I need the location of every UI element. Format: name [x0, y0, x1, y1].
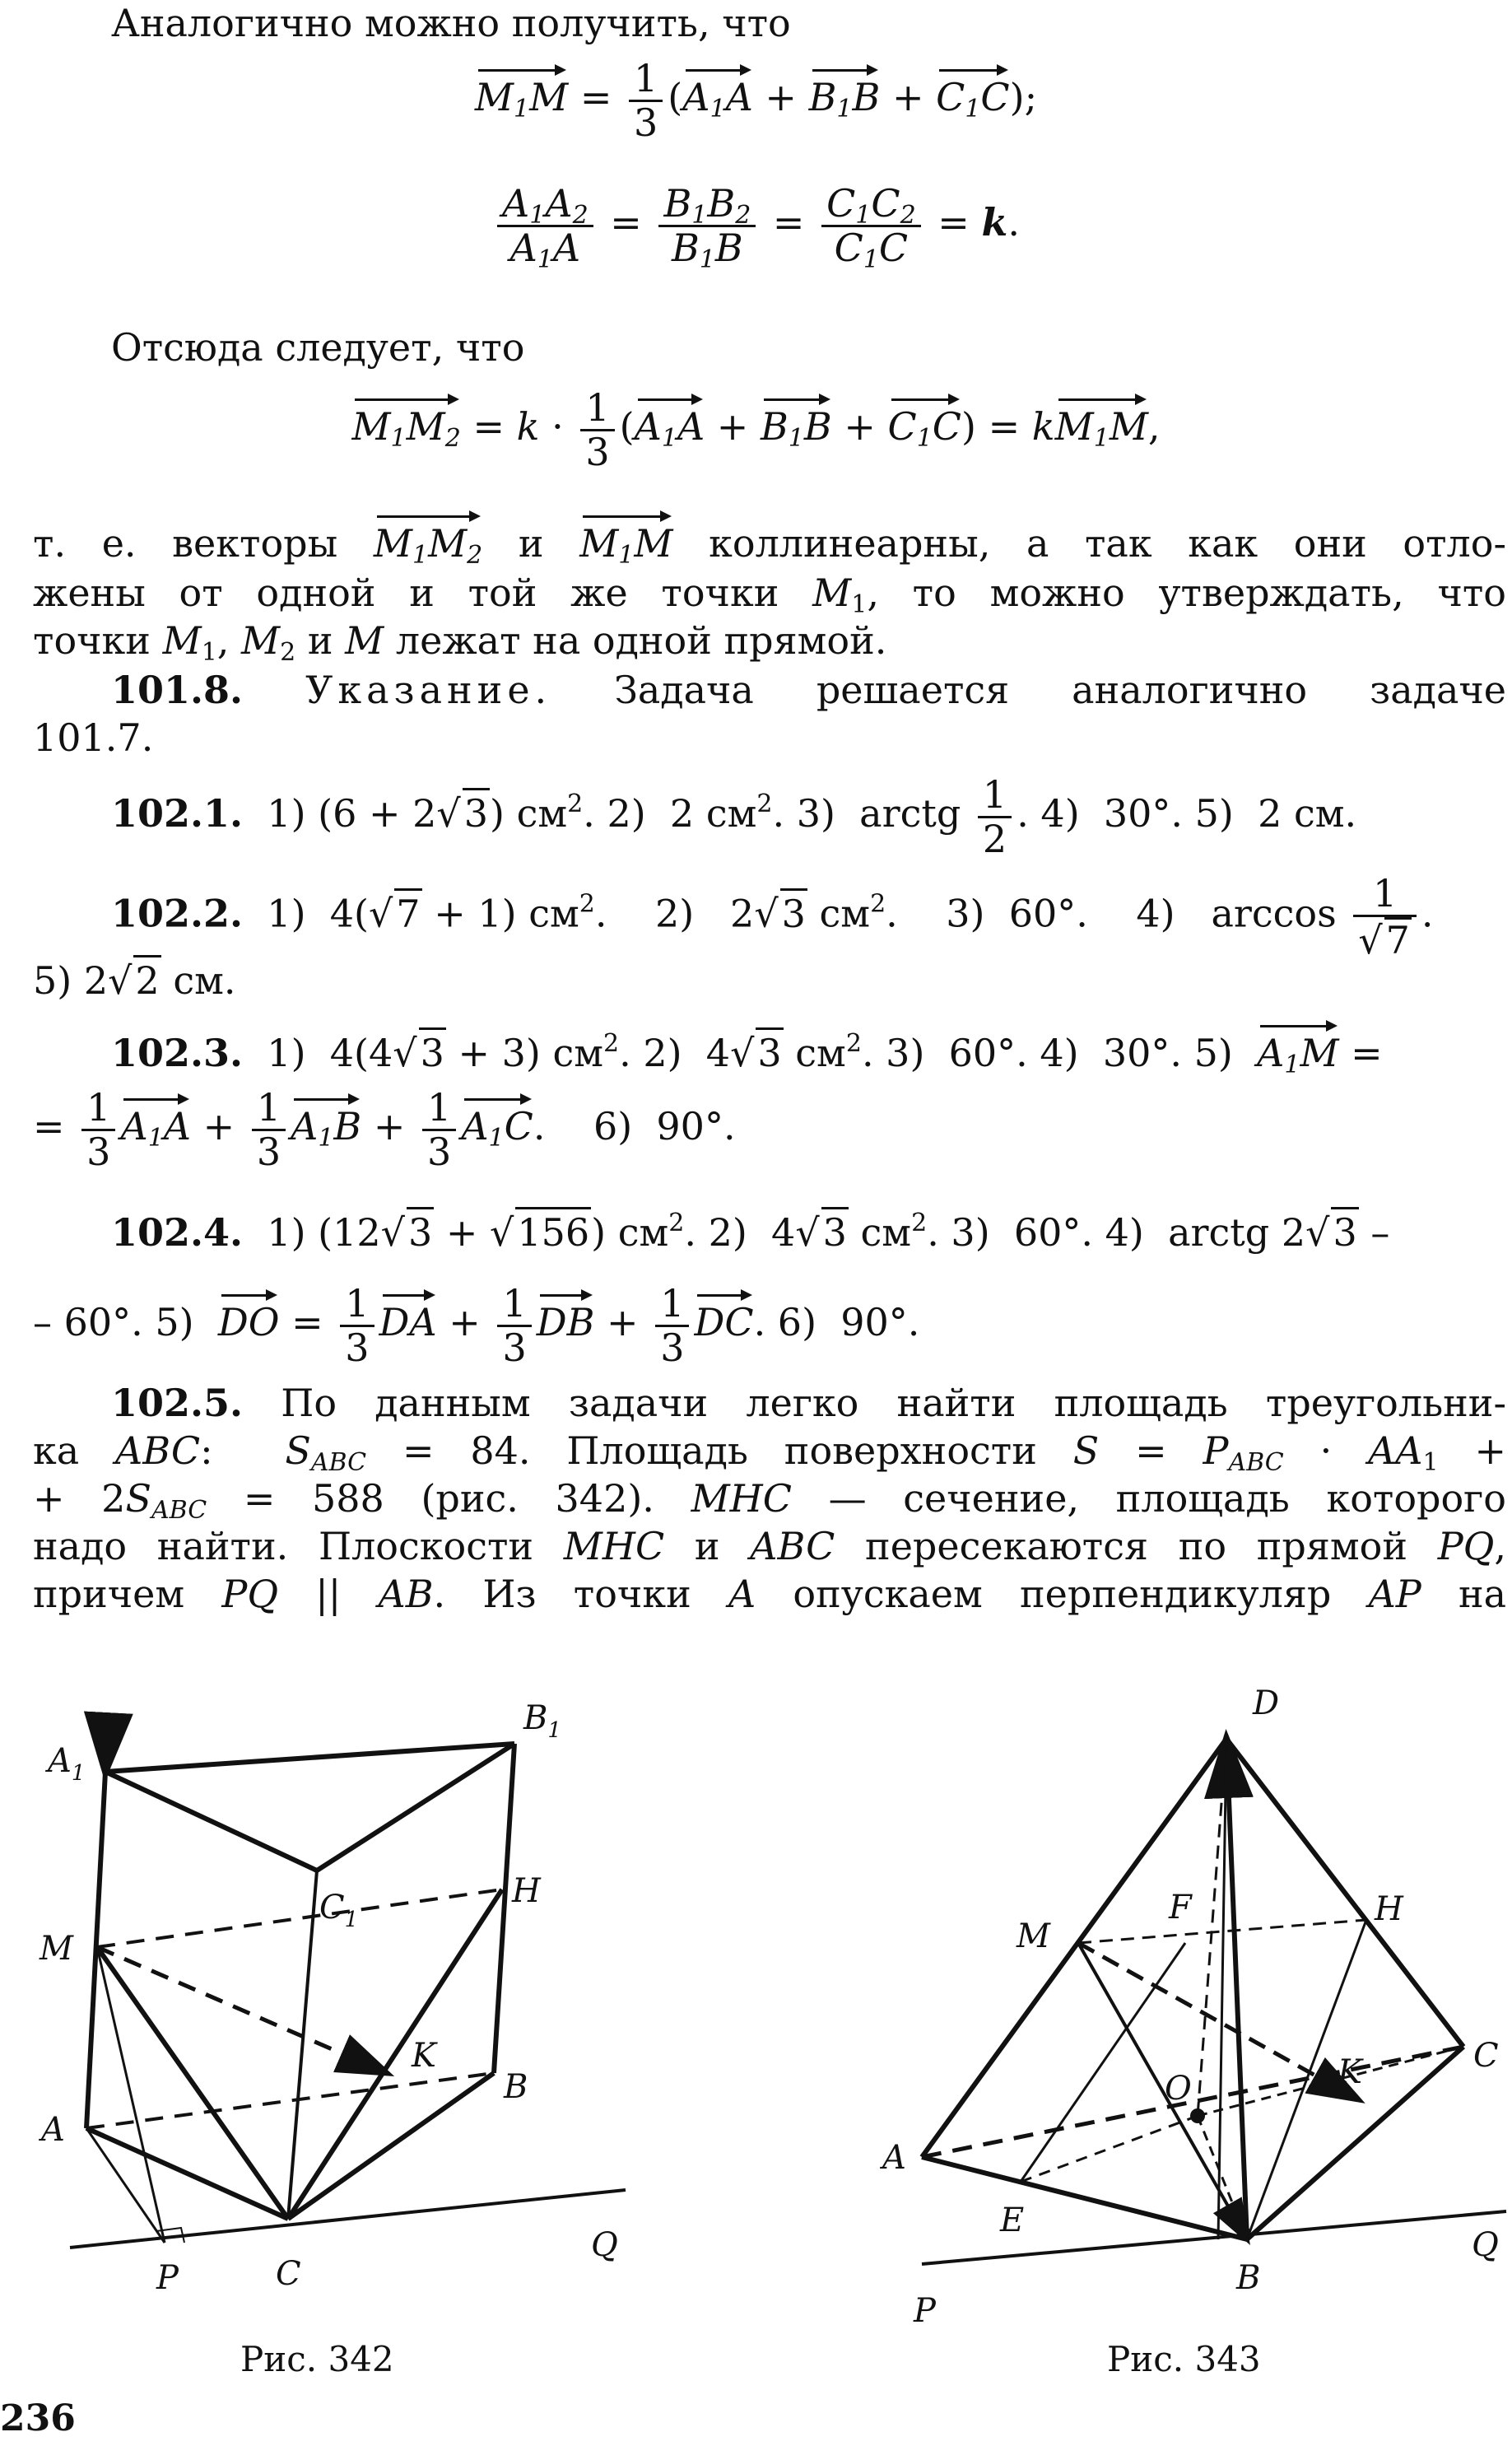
text: (рис. 342).: [421, 1476, 654, 1521]
svg-text:C1: $C_1$: [319, 1889, 359, 1932]
text-line: + $2S_{ABC} = 588$ (рис. 342). MHC — сечение, площадь которого: [33, 1476, 1506, 1525]
svg-text:B: B: [504, 2068, 528, 2106]
text-line: 102.1. 1) (6 + 2√3) $см^2$. 2) 2 $см^2$. 3) arctg $\frac{1}{2}$ . 4) 30°. 5) 2 см.: [111, 772, 1357, 861]
text: ка: [33, 1428, 80, 1473]
svg-text:B1: $B_1$: [523, 1699, 561, 1743]
svg-text:A: A: [41, 2111, 65, 2149]
figure-342: [0, 1680, 741, 2322]
svg-text:K: K: [412, 2037, 436, 2075]
text-line: 102.2. 1) 4(√7 + 1) $см^2$. 2) 2√3 $см^2$. 3) 60°. 4) arccos $\frac{1}{√7}$ .: [111, 871, 1434, 962]
text: коллинеарны, а так как они отло-: [709, 521, 1507, 566]
text-line: [33, 715, 153, 762]
text: Площадь поверхности: [566, 1428, 1037, 1473]
svg-text:Q: Q: [1472, 2226, 1499, 2264]
figure-343-caption: Рис. 343: [1107, 2339, 1261, 2379]
svg-text:F: F: [1169, 1889, 1192, 1927]
text-line: точки $M_1$, $M_2$ и M лежат на одной прямой.: [33, 618, 887, 667]
text: жены от одной и той же точки: [33, 571, 779, 615]
page-number: 236: [0, 2397, 76, 2439]
text: опускаем перпендикуляр: [793, 1572, 1332, 1616]
text: По данным задачи легко найти площадь треугольни-: [281, 1381, 1506, 1425]
text-line: надо найти. Плоскости MHC и ABC пересекаются по прямой PQ,: [33, 1524, 1507, 1568]
figure-342-labels: [38, 1699, 618, 2297]
text: — сечение, площадь которого: [828, 1476, 1506, 1521]
svg-text:D: D: [1253, 1684, 1280, 1722]
text: Аналогично можно получить, что: [111, 1, 791, 45]
svg-text:A: A: [882, 2139, 906, 2177]
text: 101.7.: [33, 715, 154, 760]
figure-342-caption: Рис. 342: [240, 2339, 394, 2379]
svg-text:E: E: [1000, 2201, 1025, 2239]
text: лежат на одной прямой.: [395, 618, 887, 663]
text-line: 102.4. 1) (12√3 + √156) $см^2$. 2) 4√3 $см^2$. 3) 60°. 4) arctg 2√3 –: [111, 1207, 1389, 1257]
text: и: [694, 1524, 720, 1568]
text-line: [111, 0, 791, 48]
text: т. е. векторы: [33, 521, 338, 566]
formula-m1m: $M_1M$ = $\frac{1}{3}$ $(A_1A + B_1B + C_1C)$;: [474, 56, 1038, 145]
text: причем: [33, 1572, 185, 1616]
svg-text:K: K: [1338, 2053, 1362, 2091]
svg-text:O: O: [1165, 2070, 1192, 2108]
svg-text:Q: Q: [591, 2226, 618, 2264]
text-line: [111, 667, 1506, 715]
text-line: – 60°. 5) DO = $\frac{1}{3}$ DA + $\frac{1}{3}$ DB + $\frac{1}{3}$ DC. 6) 90°.: [33, 1281, 920, 1370]
figure-343: [872, 1663, 1512, 2322]
text: Задача решается аналогично задаче: [614, 668, 1507, 712]
problem-number: 101.8.: [111, 668, 244, 712]
problem-number: 102.5.: [111, 1381, 244, 1425]
svg-text:C: C: [276, 2255, 301, 2293]
text-line: 102.3. 1) 4(4√3 + 3) $см^2$. 2) 4√3 $см^2$. 3) 60°. 4) 30°. 5) $A_1M$ =: [111, 1029, 1383, 1079]
text: пересекаются по прямой: [865, 1524, 1408, 1568]
text: Указание.: [305, 668, 552, 712]
svg-text:A1: $A_1$: [48, 1742, 86, 1786]
text: на: [1458, 1572, 1507, 1616]
svg-text:M: M: [40, 1930, 73, 1968]
svg-text:H: H: [1375, 1890, 1403, 1928]
text-line: [111, 1380, 1506, 1428]
text: Из точки: [482, 1572, 691, 1616]
svg-text:P: P: [156, 2259, 179, 2297]
svg-text:C: C: [1473, 2037, 1499, 2075]
text: Отсюда следует, что: [111, 325, 525, 370]
svg-text:M: M: [1017, 1917, 1050, 1955]
svg-text:H: H: [512, 1872, 541, 1910]
text: и: [518, 521, 544, 566]
text-line: = $\frac{1}{3}$ $A_1A$ + $\frac{1}{3}$ $A_1B$ + $\frac{1}{3}$ $A_1C$. 6) 90°.: [33, 1085, 736, 1174]
text-line: жены от одной и той же точки $M_1$, то можно утверждать, что: [33, 571, 1506, 619]
text-line: т. е. векторы $M_1M_2$ и $M_1M$ коллинеарны, а так как они отло-: [33, 521, 1507, 570]
svg-text:P: P: [914, 2292, 936, 2322]
svg-text:B: B: [1236, 2259, 1261, 2297]
formula-m1m2: $M_1M_2 = k$ · $\frac{1}{3}$ $(A_1A + B_1B + C_1C) = kM_1M$,: [351, 385, 1161, 474]
text-line: [111, 324, 524, 372]
problem-number: 102.3.: [111, 1031, 244, 1075]
text: точки: [33, 618, 151, 663]
text: надо найти. Плоскости: [33, 1524, 534, 1568]
text-line: ка ABC: $S_{ABC} = 84$. Площадь поверхности $S = P_{ABC} \cdot AA_1$ +: [33, 1428, 1507, 1477]
problem-number: 102.1.: [111, 791, 244, 836]
formula-ratio: $\frac{A_1A_2}{A_1A}$ = $\frac{B_1B_2}{B_1B}$ = $\frac{C_1C_2}{C_1C}$ = k.: [0, 183, 1512, 268]
problem-number: 102.4.: [111, 1210, 244, 1255]
point-o: [1190, 2108, 1205, 2123]
text: и: [307, 618, 333, 663]
text-line: причем PQ || AB. Из точки A опускаем перпендикуляр AP на: [33, 1572, 1507, 1616]
problem-number: 102.2.: [111, 891, 244, 936]
text: , то можно утверждать, что: [867, 571, 1506, 615]
text-line: 5) 2√2 см.: [33, 955, 236, 1005]
